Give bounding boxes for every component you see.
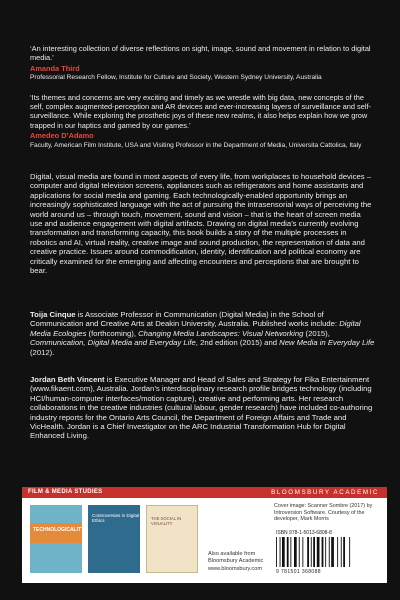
barcode-bar (302, 537, 303, 567)
endorsement-quote: ‘An interesting collection of diverse reflections on sight, image, sound and movement in relation to digital media.’ (30, 44, 371, 63)
endorser-affiliation: Faculty, American Film Institute, USA and Visiting Professor in the Department of Media, Universita Cattolica, Italy (30, 141, 362, 149)
author-bio-vincent (30, 375, 375, 441)
barcode-bar (329, 537, 330, 567)
barcode-bar (290, 537, 291, 567)
related-book-cover-3 (146, 505, 198, 573)
endorsement-quote: ‘Its themes and concerns are very exciting and timely as we wrestle with big data, new concepts of the self, complex augmented-perception and AR devices and ever-increasing layers of surveillance and self-surveillance. While exploring the prosthetic joys of these new realms, it also helps explain how we grow trapped in our haptics and gamed by our games.’ (30, 92, 371, 130)
endorsement-1 (30, 44, 375, 83)
bio-text: (forthcoming), (86, 328, 139, 338)
cover-image-credit: Cover image: Scanner Sombre (2017) by Introversion Software. (274, 503, 373, 516)
endorser-name: Amanda Third (30, 63, 80, 73)
also-available-text: Also available from Bloomsbury Academic (208, 551, 264, 564)
barcode-bar (317, 537, 320, 567)
also-available (208, 551, 268, 573)
author-name: Toija Cinque (30, 310, 76, 319)
cover-credit (274, 503, 382, 523)
barcode-bar (322, 537, 324, 567)
barcode-bar (325, 537, 326, 567)
barcode-number: 9 781501 368088 (276, 569, 321, 575)
barcode (274, 537, 378, 567)
endorser-name: Amedeo D’Adamo (30, 131, 94, 141)
endorsements (30, 44, 375, 160)
bio-text: (2012). (30, 347, 55, 357)
publisher-panel (22, 487, 387, 583)
author-name: Jordan Beth Vincent (30, 375, 105, 384)
related-book-title: TECHNOLOGICALITY (33, 527, 85, 533)
barcode-bar (313, 537, 315, 567)
related-book-cover-2 (88, 505, 140, 573)
endorsement-2 (30, 93, 375, 150)
subject-label: FILM & MEDIA STUDIES (28, 489, 103, 495)
barcode-bar (343, 537, 345, 567)
book-description: Digital, visual media are found in most aspects of every life, from workplaces to household devices – computer and digital television screens, appliances such as refrigerators and home assistants and applications for social media and gaming. Each technologically-enabled opportunity brings an increasingly sophisticated language with the act of pursuing the intrasensorial ways of perceiving the world around us – through touch, movement, sound and vision – that is the heart of screen media use and audience engagement with digital artifacts. Drawing on digital media’s currently evolving transformation and transforming capacity, this book builds a story of the multiple processes in robotics and AI, virtual reality, creative image and sound production, the representation of data and creative practice. Issues around commodification, identity, identification and political economy are critically examined for the emerging and affecting encounters and perceptions that are brought to bear. (30, 172, 372, 276)
book-title: Communication, Digital Media and Everyday Life (30, 338, 196, 348)
barcode-bar (287, 537, 289, 567)
barcode-bar (282, 537, 285, 567)
endorser-affiliation: Professorial Research Fellow, Institute for Culture and Society, Western Sydney University, Australia (30, 74, 322, 82)
barcode-bar (294, 537, 297, 567)
book-title: New Media in Everyday Life (279, 338, 375, 348)
barcode-bar (341, 537, 342, 567)
book-title: Digital Media Ecologies (30, 319, 361, 338)
publisher-url: www.bloomsbury.com (208, 566, 262, 573)
subject-bar (22, 487, 387, 498)
related-book-title: THE SOCIAL IN VISUALITY (151, 516, 182, 526)
barcode-bar (331, 537, 334, 567)
barcode-bar (299, 537, 300, 567)
barcode-bar (280, 537, 281, 567)
barcode-bar (349, 537, 350, 567)
barcode-bar (307, 537, 309, 567)
barcode-bar (337, 537, 338, 567)
related-book-title: Controversies in Digital Ethics (92, 513, 140, 524)
bio-text: is Executive Manager and Head of Sales and Strategy for Fika Entertainment (www.fikaent.com), Australia. Jordan’s interdisciplinary research profile bridges technology (including HCI/human-computer interfaces/motion capture), creative and performing arts. Her research collaborations in the creative industries (cultural labour, gender research) have included co-authoring industry reports for the Ontario Arts Council, the Department of Foreign Affairs and Trade and VicHealth. Jordan is a Chief Investigator on the ARC Industrial Transformation Hub for Digital Enhanced Living. (30, 375, 373, 441)
cover-band (30, 523, 85, 543)
publisher-label: BLOOMSBURY ACADEMIC (271, 489, 379, 496)
bio-text: , 2nd edition (2015) and (195, 338, 280, 348)
barcode-bar (311, 537, 312, 567)
bio-text: is Associate Professor in Communication (Digital Media) in the School of Communication and Creative Arts at Deakin University, Australia. Published works include: (30, 310, 340, 329)
barcode-bar (276, 537, 277, 567)
book-title: Changing Media Landscapes: Visual Networking (138, 328, 304, 338)
cover-courtesy: Courtesy of the developer, Mark Morris (274, 509, 365, 523)
bio-text: (2015), (303, 328, 330, 338)
author-bio-cinque (30, 310, 375, 357)
isbn: ISBN 978-1-5013-6808-8 (276, 530, 332, 536)
related-book-cover-1 (30, 505, 85, 573)
